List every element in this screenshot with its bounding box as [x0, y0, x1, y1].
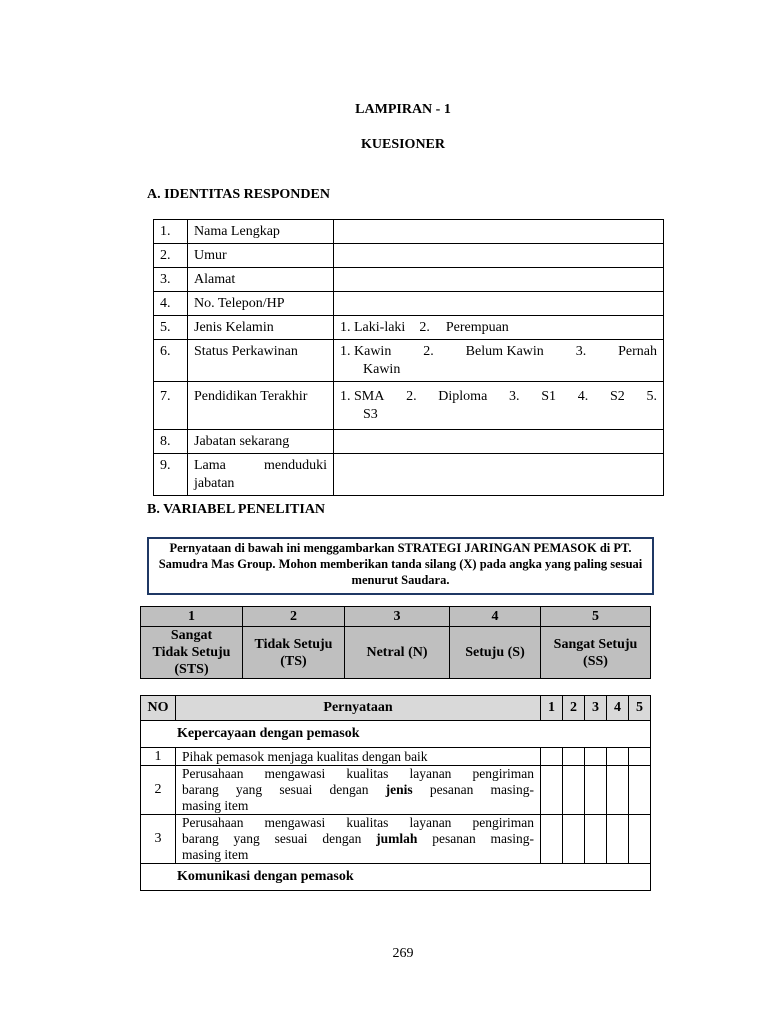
table-row	[141, 815, 651, 864]
statement-line	[182, 831, 534, 847]
header-col: 1	[541, 696, 563, 721]
scale-label-n	[345, 627, 450, 679]
row-number: 6.	[154, 340, 188, 382]
statement-text: barang yang sesuai dengan	[182, 831, 377, 846]
scale-label-s	[450, 627, 541, 679]
identity-row	[154, 454, 664, 496]
section-a-heading: A. IDENTITAS RESPONDEN	[147, 187, 330, 202]
row-label: Pendidikan Terakhir	[188, 382, 334, 430]
row-label: No. Telepon/HP	[188, 292, 334, 316]
identity-row	[154, 268, 664, 292]
scale-label-line: Tidak Setuju	[254, 636, 333, 652]
statement-line: Perusahaan mengawasi kualitas layanan pengiriman	[182, 815, 534, 830]
answer-cell[interactable]	[585, 766, 607, 815]
identity-row	[154, 316, 664, 340]
row-value-field[interactable]	[334, 454, 664, 496]
statement-line: Perusahaan mengawasi kualitas layanan pengiriman	[182, 766, 534, 781]
header-col: 4	[607, 696, 629, 721]
group-row	[141, 864, 651, 891]
option-text: 1. SMA	[340, 389, 385, 404]
option-text: 2.	[406, 389, 417, 404]
answer-cell[interactable]	[541, 748, 563, 766]
answer-cell[interactable]	[585, 748, 607, 766]
statement-line	[182, 782, 534, 798]
item-statement	[176, 815, 541, 864]
gender-options[interactable]	[334, 316, 664, 340]
answer-cell[interactable]	[629, 815, 651, 864]
scale-label-ts	[243, 627, 345, 679]
option-text: S2	[609, 389, 625, 404]
identity-row	[154, 340, 664, 382]
scale-number: 4	[450, 607, 541, 627]
answer-cell[interactable]	[563, 766, 585, 815]
page-number: 269	[392, 946, 414, 961]
option-text: S3	[363, 407, 378, 422]
option-text: 5.	[646, 389, 657, 404]
scale-label-line: (SS)	[583, 653, 608, 669]
option-text: 1. Kawin	[340, 344, 392, 359]
scale-number: 1	[141, 607, 243, 627]
option-text: 1. Laki-laki	[340, 320, 406, 335]
statement-line: masing item	[182, 847, 249, 862]
row-number: 4.	[154, 292, 188, 316]
option-text: Pernah	[618, 344, 657, 359]
header-col: 2	[563, 696, 585, 721]
option-text: Kawin	[363, 362, 401, 377]
document-subtitle: KUESIONER	[360, 137, 446, 152]
instruction-box: Pernyataan di bawah ini menggambarkan STRATEGI JARINGAN PEMASOK di PT. Samudra Mas Group. Mohon memberikan tanda silang (X) pada angka yang paling sesuai menurut Saudara.	[147, 537, 654, 595]
identity-row	[154, 382, 664, 430]
option-text: S1	[541, 389, 557, 404]
scale-number: 5	[541, 607, 651, 627]
row-label: Jabatan sekarang	[188, 430, 334, 454]
header-col: 5	[629, 696, 651, 721]
option-text: 3.	[509, 389, 520, 404]
item-statement: Pihak pemasok menjaga kualitas dengan baik	[176, 748, 541, 766]
identity-row	[154, 430, 664, 454]
scale-number: 3	[345, 607, 450, 627]
header-statement: Pernyataan	[176, 696, 541, 721]
table-header-row	[141, 696, 651, 721]
identity-row	[154, 220, 664, 244]
item-number: 3	[141, 815, 176, 864]
table-row	[141, 766, 651, 815]
option-text: 4.	[577, 389, 589, 404]
scale-label-line: Tidak Setuju	[152, 645, 231, 660]
row-label: Status Perkawinan	[188, 340, 334, 382]
row-label-line: Lama menduduki	[194, 458, 327, 473]
row-label: Jenis Kelamin	[188, 316, 334, 340]
scale-label-sts	[141, 627, 243, 679]
answer-cell[interactable]	[607, 815, 629, 864]
document-title: LAMPIRAN - 1	[355, 102, 451, 117]
section-b-heading: B. VARIABEL PENELITIAN	[147, 502, 326, 517]
row-label: Nama Lengkap	[188, 220, 334, 244]
option-text: 2.	[423, 344, 434, 359]
row-number: 5.	[154, 316, 188, 340]
group-label: Komunikasi dengan pemasok	[141, 864, 651, 891]
scale-label-line: Sangat Setuju	[553, 636, 638, 652]
statement-emphasis: jumlah	[376, 831, 418, 846]
row-number: 3.	[154, 268, 188, 292]
answer-cell[interactable]	[629, 766, 651, 815]
row-number: 8.	[154, 430, 188, 454]
row-label-line: jabatan	[194, 476, 235, 491]
row-value-field[interactable]	[334, 220, 664, 244]
scale-label-line: Setuju (S)	[465, 645, 525, 660]
row-number: 9.	[154, 454, 188, 496]
row-value-field[interactable]	[334, 430, 664, 454]
statement-text: barang yang sesuai dengan	[182, 782, 386, 797]
statement-line: masing item	[182, 798, 249, 813]
header-col: 3	[585, 696, 607, 721]
scale-label-line: Sangat	[170, 628, 213, 643]
rating-scale-table	[140, 606, 651, 679]
statement-emphasis: jenis	[385, 782, 413, 797]
identity-row	[154, 244, 664, 268]
item-number: 2	[141, 766, 176, 815]
row-number: 1.	[154, 220, 188, 244]
table-row	[141, 748, 651, 766]
option-text: Diploma	[438, 389, 488, 404]
scale-label-line: Netral (N)	[366, 645, 428, 660]
statement-text: pesanan masing-	[417, 831, 534, 846]
group-row	[141, 721, 651, 748]
row-value-field[interactable]	[334, 244, 664, 268]
header-no: NO	[141, 696, 176, 721]
scale-label-ss	[541, 627, 651, 679]
row-label	[188, 454, 334, 496]
questionnaire-table	[140, 695, 651, 891]
answer-cell[interactable]	[607, 766, 629, 815]
option-text: 3.	[575, 344, 587, 359]
row-number: 2.	[154, 244, 188, 268]
group-label: Kepercayaan dengan pemasok	[141, 721, 651, 748]
row-label: Alamat	[188, 268, 334, 292]
answer-cell[interactable]	[607, 748, 629, 766]
option-text: Perempuan	[445, 320, 509, 335]
education-options[interactable]	[334, 382, 664, 430]
row-number: 7.	[154, 382, 188, 430]
answer-cell[interactable]	[563, 815, 585, 864]
option-text: Belum Kawin	[465, 344, 544, 359]
row-label: Umur	[188, 244, 334, 268]
answer-cell[interactable]	[629, 748, 651, 766]
answer-cell[interactable]	[541, 815, 563, 864]
option-text: 2.	[419, 320, 430, 335]
item-number: 1	[141, 748, 176, 766]
answer-cell[interactable]	[541, 766, 563, 815]
identity-table	[153, 219, 664, 496]
row-value-field[interactable]	[334, 268, 664, 292]
answer-cell[interactable]	[585, 815, 607, 864]
identity-row	[154, 292, 664, 316]
row-value-field[interactable]	[334, 292, 664, 316]
scale-number: 2	[243, 607, 345, 627]
scale-label-line: (TS)	[280, 653, 307, 669]
answer-cell[interactable]	[563, 748, 585, 766]
statement-text: pesanan masing-	[412, 782, 534, 797]
scale-label-line: (STS)	[174, 662, 209, 677]
marital-status-options[interactable]	[334, 340, 664, 382]
item-statement	[176, 766, 541, 815]
